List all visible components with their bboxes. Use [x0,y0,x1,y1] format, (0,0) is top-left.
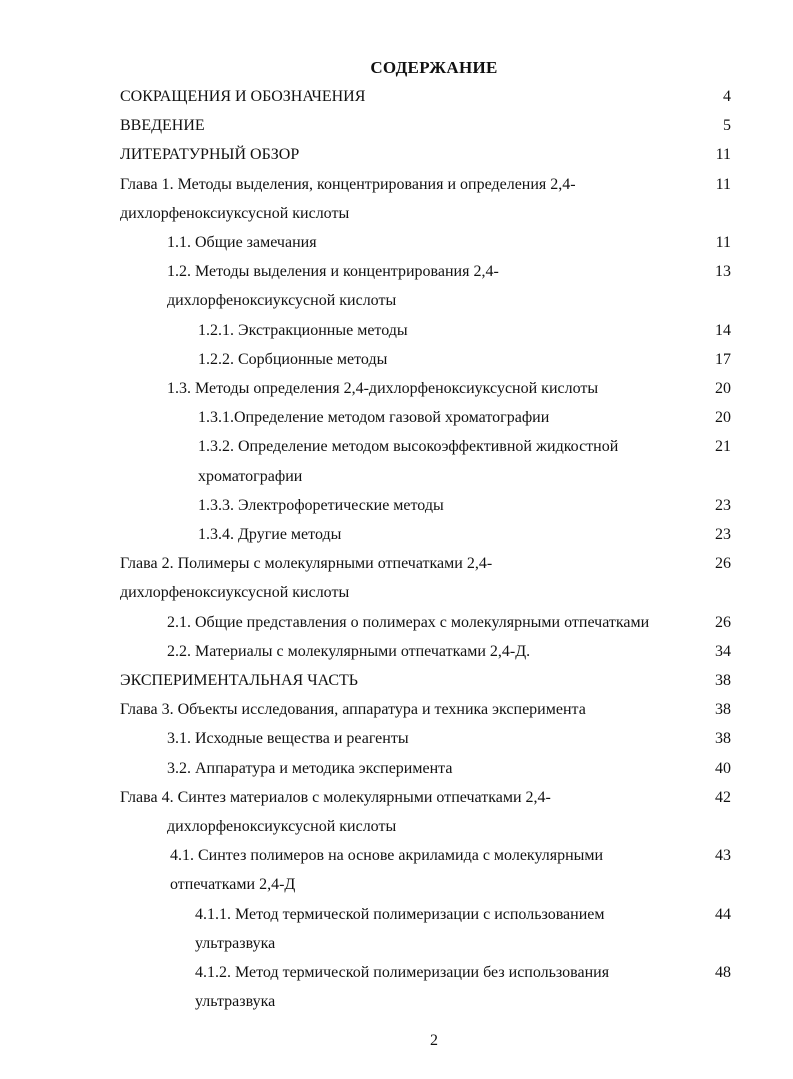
toc-entry [0,637,793,666]
toc-entry-text: 4.1.2. Метод термической полимеризации без использования [195,964,610,982]
toc-entry-page: 21 [715,438,731,456]
toc-entry-page: 17 [715,350,731,368]
toc-entry-text: 1.1. Общие замечания [167,234,317,252]
toc-entry-text-continued: хроматографии [198,467,303,485]
toc-entry-page: 34 [715,642,731,660]
toc-entry-text: ВВЕДЕНИЕ [120,117,205,135]
toc-entry [0,695,793,724]
toc-entry-text: Глава 1. Методы выделения, концентрирования и определения 2,4- [120,175,576,193]
toc-entry-text: 1.3.2. Определение методом высокоэффективной жидкостной [198,438,619,456]
toc-entry-text: СОКРАЩЕНИЯ И ОБОЗНАЧЕНИЯ [120,88,366,105]
toc-entry [0,608,793,637]
toc-entry [0,841,793,899]
toc-entry-text: 1.3.4. Другие методы [198,526,342,544]
toc-entry-page: 20 [715,380,731,398]
toc-entry-text: 2.1. Общие представления о полимерах с молекулярными отпечатками [167,613,650,631]
toc-entry [0,958,793,1016]
toc-entry-text: 1.2.1. Экстракционные методы [198,321,408,339]
toc-entry [0,754,793,783]
toc-entry [0,111,793,140]
toc-entry [0,900,793,958]
toc-entry-text: Глава 3. Объекты исследования, аппаратура и техника эксперимента [120,701,586,719]
toc-entry-page: 38 [715,701,731,719]
toc-entry-text-continued: отпечатками 2,4-Д [170,876,296,894]
toc-entry-page: 26 [715,555,731,573]
toc-entry-page: 5 [723,117,731,135]
toc-entry [0,257,793,315]
toc-entry [0,140,793,169]
toc-entry-page: 4 [723,88,731,105]
toc-entry-page: 13 [715,263,731,281]
toc-entry-page: 23 [715,496,731,514]
toc-entry [0,783,793,841]
toc-entry-text: 4.1. Синтез полимеров на основе акриламида с молекулярными [170,847,604,865]
toc-entry-text: 1.3. Методы определения 2,4-дихлорфеноксиуксусной кислоты [167,380,599,398]
toc-entry-text-continued: ультразвука [195,934,276,952]
toc-entry-page: 42 [715,788,731,806]
toc-entry-text: 3.2. Аппаратура и методика эксперимента [167,759,453,777]
toc-entry-page: 38 [715,672,731,690]
toc-entry [0,374,793,403]
toc-entry-text: 1.2.2. Сорбционные методы [198,350,388,368]
toc-entry-page: 11 [715,175,731,193]
toc-entry-page: 11 [715,234,731,252]
toc-entry [0,520,793,549]
toc-entry-page: 20 [715,409,731,427]
toc-entry-text: ЛИТЕРАТУРНЫЙ ОБЗОР [120,146,300,164]
toc-entry [0,228,793,257]
toc-entry-page: 48 [715,964,731,982]
toc-entry-text: 1.2. Методы выделения и концентрирования 2,4- [167,263,499,281]
toc-entry-text: ЭКСПЕРИМЕНТАЛЬНАЯ ЧАСТЬ [120,672,358,690]
toc-entry [0,345,793,374]
toc-entry [0,724,793,753]
toc-entry-text: Глава 2. Полимеры с молекулярными отпечатками 2,4- [120,555,493,573]
toc-entry-text: 4.1.1. Метод термической полимеризации с использованием [195,905,605,923]
toc-entry-text-continued: дихлорфеноксиуксусной кислоты [120,204,350,222]
toc-entry-text: 1.3.1.Определение методом газовой хроматографии [198,409,550,427]
toc-entry-text-continued: дихлорфеноксиуксусной кислоты [167,292,397,310]
toc-entry-page: 44 [715,905,731,923]
toc-entry-text: 3.1. Исходные вещества и реагенты [167,730,409,748]
table-of-contents [0,82,793,1017]
toc-entry-page: 43 [715,847,731,865]
toc-entry-page: 26 [715,613,731,631]
toc-entry [0,666,793,695]
toc-entry-text-continued: дихлорфеноксиуксусной кислоты [120,584,350,602]
toc-entry [0,403,793,432]
toc-entry [0,82,793,111]
toc-entry [0,549,793,607]
toc-entry [0,316,793,345]
page-title: СОДЕРЖАНИЕ [370,58,498,77]
toc-entry-page: 14 [715,321,731,339]
toc-entry-page: 38 [715,730,731,748]
toc-entry-page: 40 [715,759,731,777]
toc-entry-text: 1.3.3. Электрофоретические методы [198,496,444,514]
page-number: 2 [430,1032,438,1049]
toc-entry [0,170,793,228]
toc-entry [0,432,793,490]
toc-entry-text-continued: ультразвука [195,993,276,1011]
toc-entry-page: 23 [715,526,731,544]
toc-entry-text: Глава 4. Синтез материалов с молекулярными отпечатками 2,4- [120,788,551,806]
toc-entry-text: 2.2. Материалы с молекулярными отпечатками 2,4-Д. [167,642,531,660]
toc-entry-text-continued: дихлорфеноксиуксусной кислоты [167,818,397,836]
toc-entry [0,491,793,520]
toc-entry-page: 11 [715,146,731,164]
